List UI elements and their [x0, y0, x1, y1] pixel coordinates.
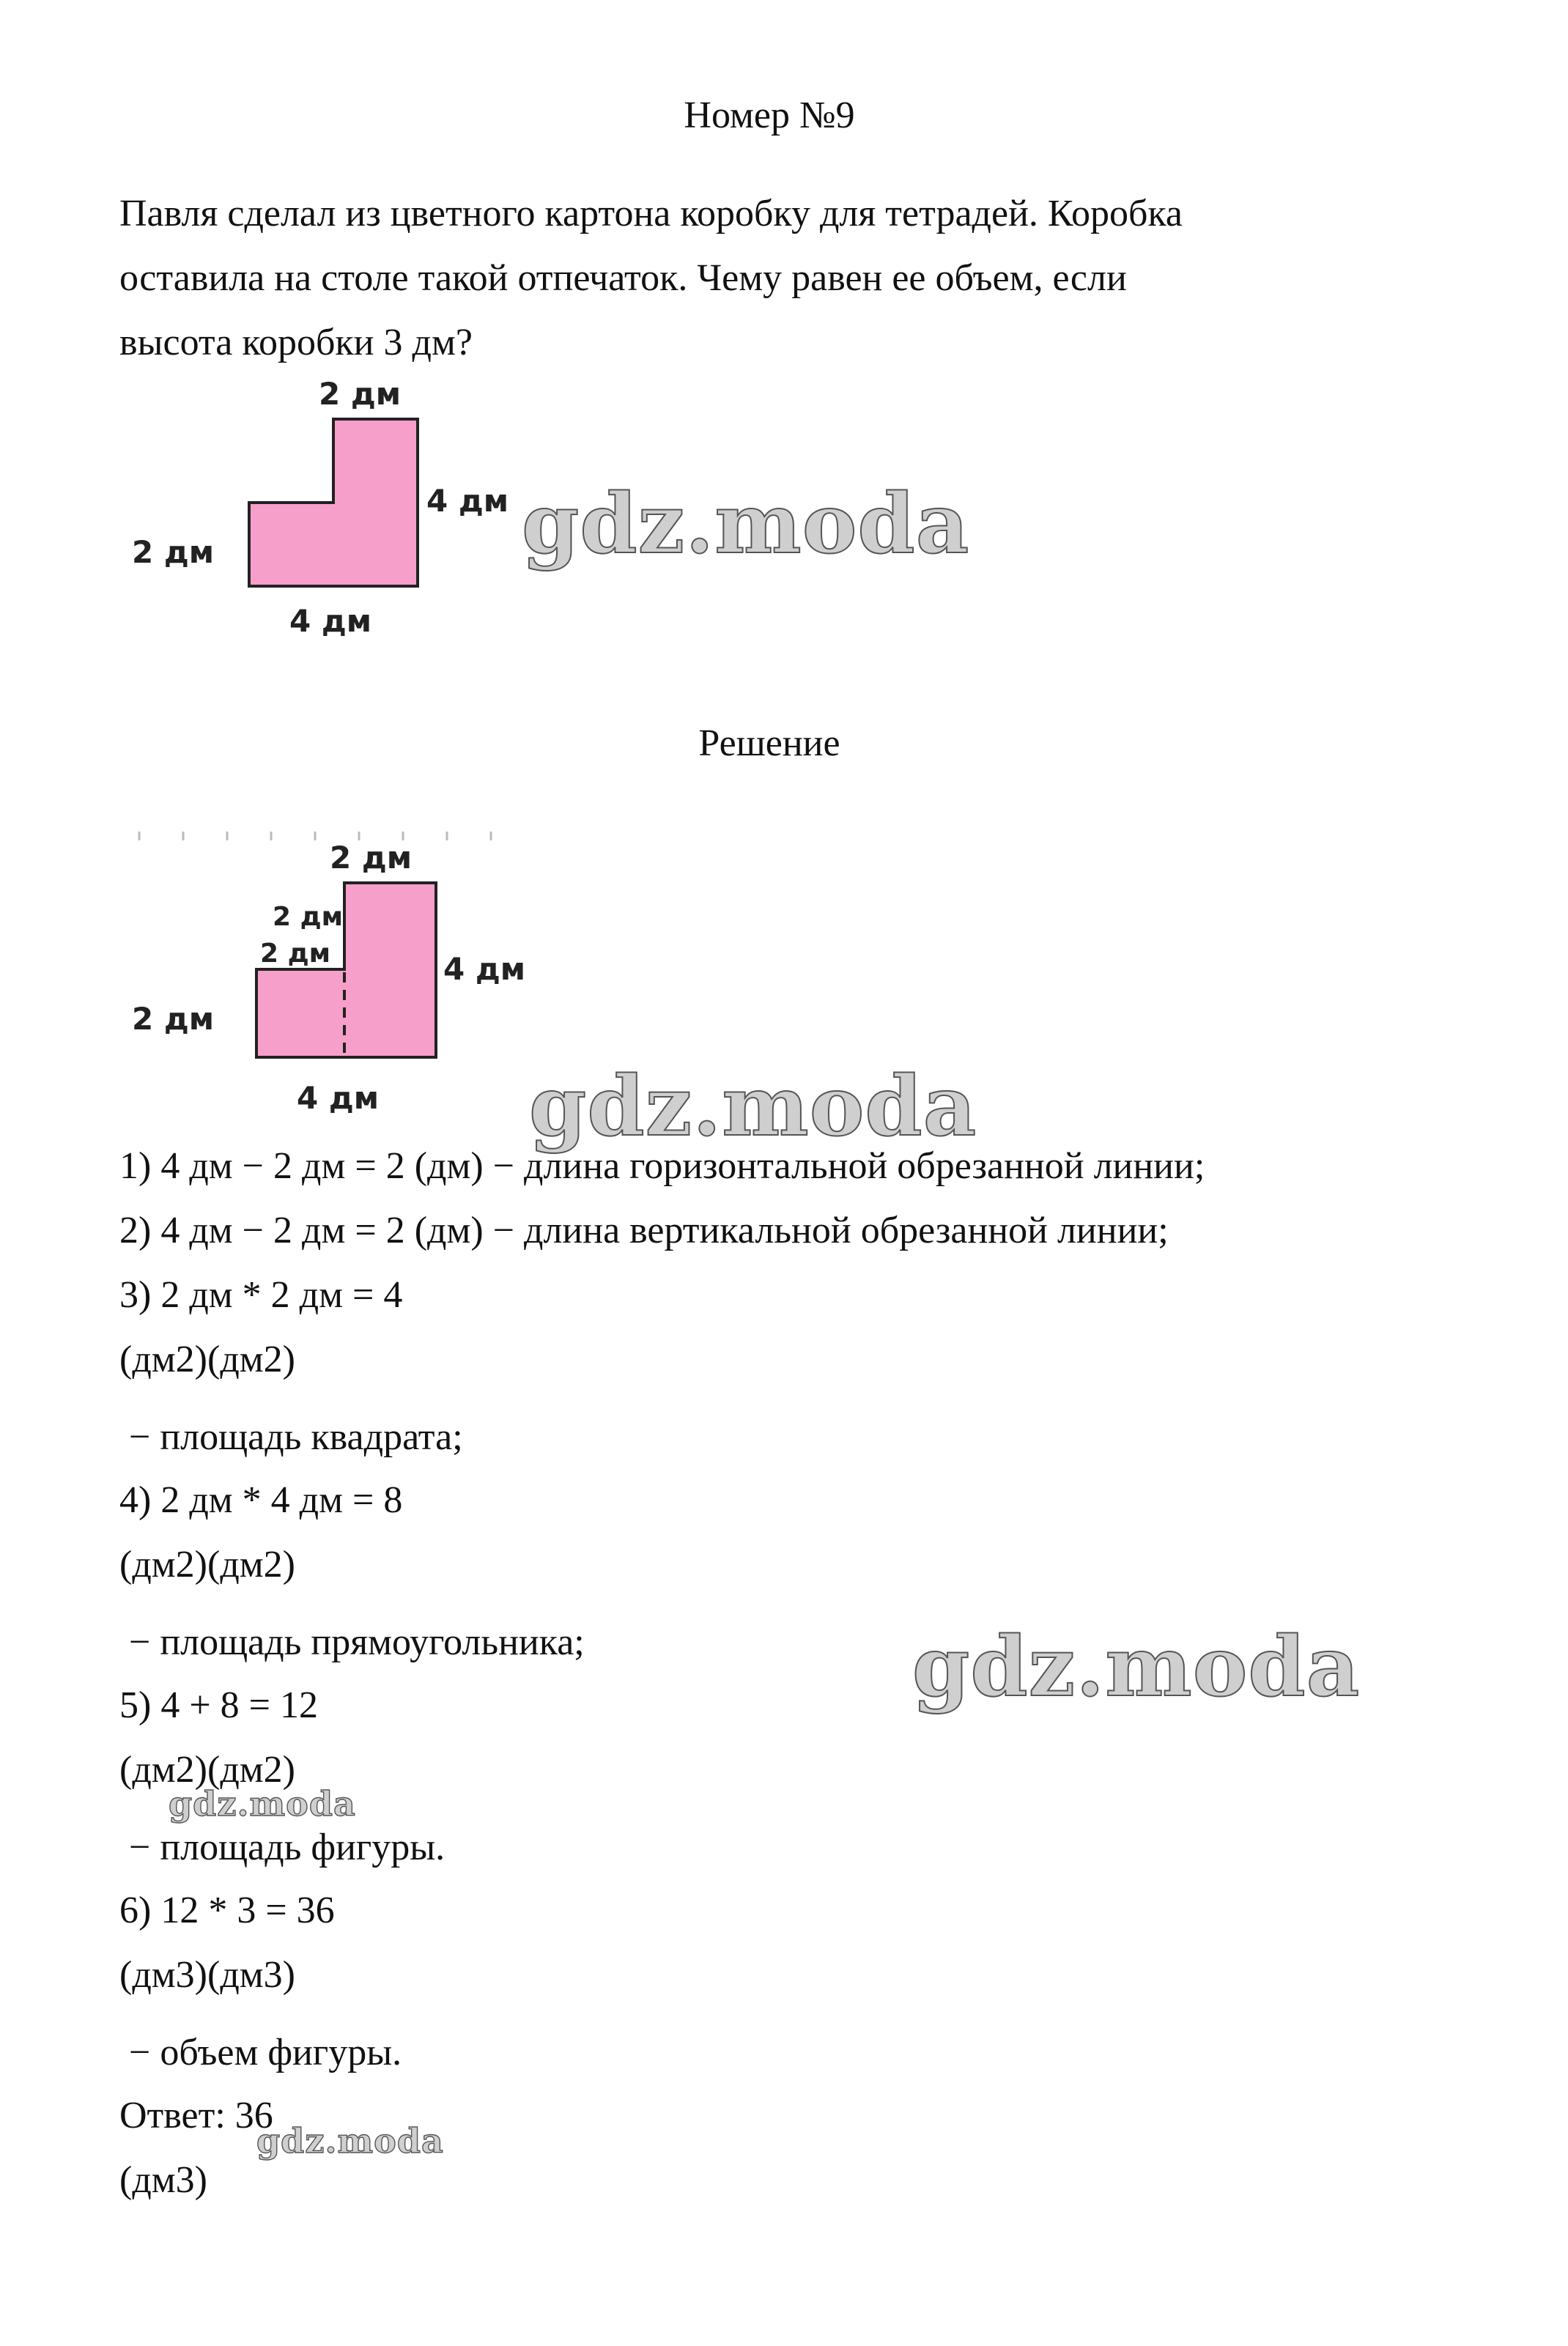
solution-line: 6) 12 * 3 = 36	[119, 1890, 335, 1931]
solution-line: 1) 4 дм − 2 дм = 2 (дм) − длина горизонтальной обрезанной линии;	[119, 1145, 1205, 1187]
label-top: 2 дм	[330, 840, 413, 876]
solution-line: 5) 4 + 8 = 12	[119, 1684, 318, 1726]
watermark: gdz.moda	[912, 1619, 1361, 1715]
label-left: 2 дм	[132, 534, 215, 570]
watermark: gdz.moda	[169, 1784, 356, 1824]
l-shape	[249, 419, 418, 586]
solution-line: 3) 2 дм * 2 дм = 4	[119, 1274, 403, 1316]
label-right: 4 дм	[426, 483, 509, 519]
watermark: gdz.moda	[529, 1059, 977, 1155]
watermark: gdz.moda	[256, 2121, 444, 2161]
solution-heading: Решение	[698, 722, 840, 764]
solution-line: 4) 2 дм * 4 дм = 8	[119, 1479, 403, 1521]
problem-line: Павля сделал из цветного картона коробку для тетрадей. Коробка	[119, 193, 1183, 234]
label-bottom: 4 дм	[297, 1080, 380, 1116]
problem-line: высота коробки 3 дм?	[119, 322, 473, 363]
watermark: gdz.moda	[522, 476, 970, 572]
solution-line: 2) 4 дм − 2 дм = 2 (дм) − длина вертикальной обрезанной линии;	[119, 1210, 1169, 1251]
solution-line: − площадь прямоугольника;	[119, 1621, 585, 1663]
solution-line: (дм2)(дм2)	[119, 1339, 295, 1380]
label-bottom: 4 дм	[289, 603, 372, 639]
label-left: 2 дм	[132, 1001, 215, 1037]
problem-line: оставила на столе такой отпечаток. Чему равен ее объем, если	[119, 257, 1127, 299]
problem-text	[119, 182, 1453, 375]
solution-line: (дм2)(дм2)	[119, 1544, 295, 1585]
solution-line: − объем фигуры.	[119, 2032, 402, 2073]
answer-line: Ответ: 36	[119, 2095, 273, 2136]
solution-line: − площадь квадрата;	[119, 1416, 463, 1458]
label-top: 2 дм	[319, 376, 402, 412]
label-inner-top: 2 дм	[273, 902, 344, 932]
ruler-ticks	[139, 832, 491, 840]
solution-line: − площадь фигуры.	[119, 1827, 445, 1868]
answer-unit: (дм3)	[119, 2159, 207, 2201]
label-inner-mid: 2 дм	[260, 939, 331, 969]
figure-l-shape	[110, 366, 550, 659]
page-title: Номер №9	[684, 95, 855, 136]
solution-line: (дм2)(дм2)	[119, 1749, 295, 1791]
solution-line: (дм3)(дм3)	[119, 1954, 295, 1996]
figure-solution	[110, 817, 564, 1139]
label-right: 4 дм	[443, 951, 526, 987]
